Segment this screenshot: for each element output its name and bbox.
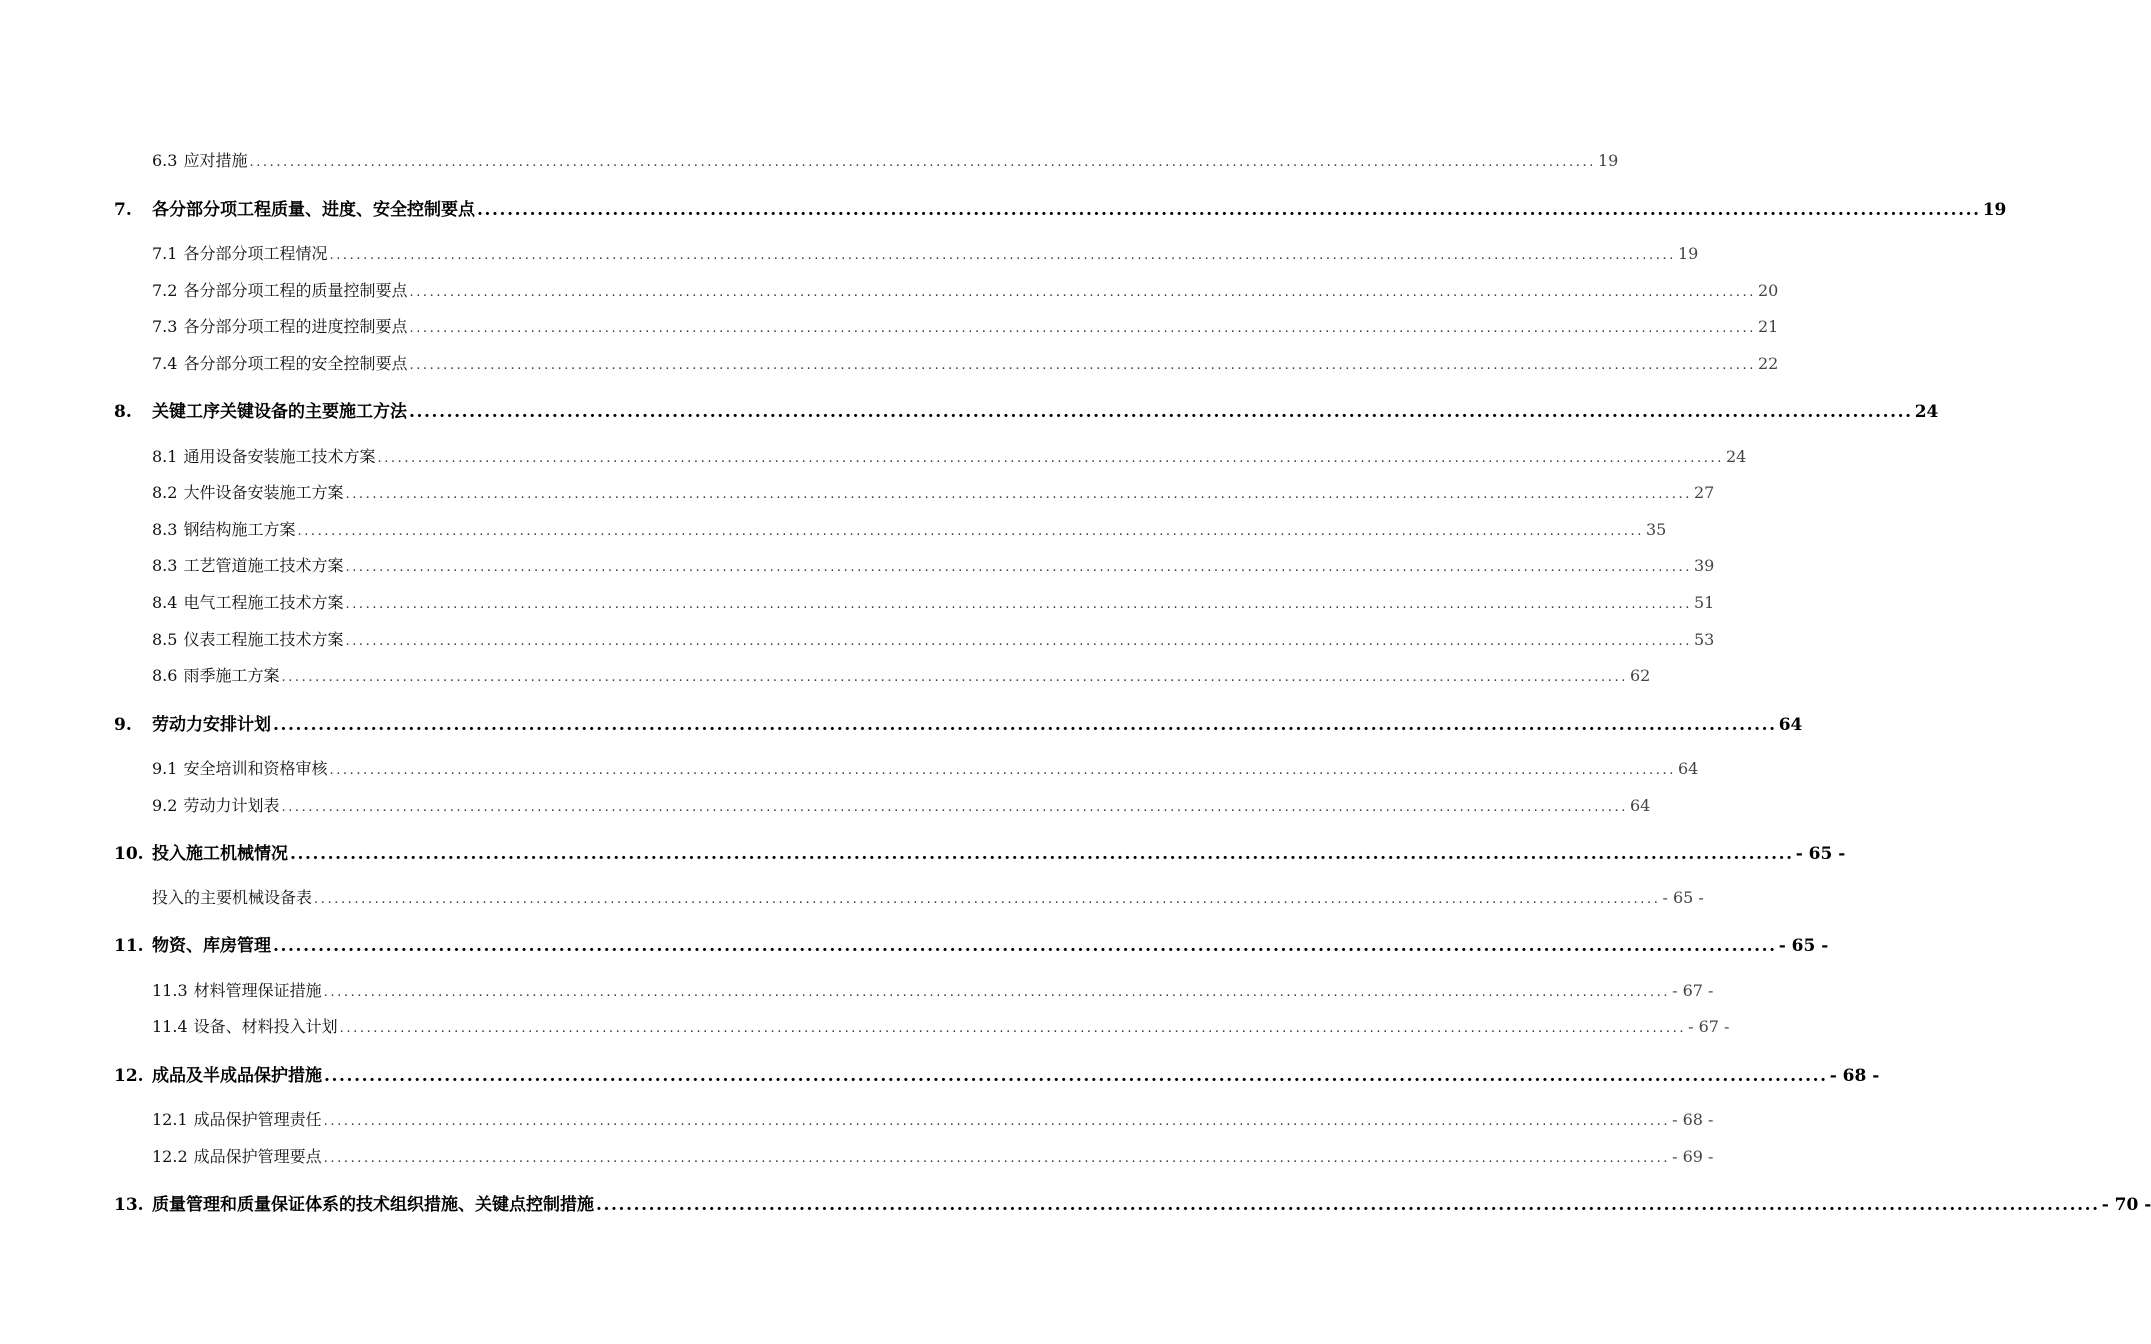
toc-entry-title: 大件设备安装施工方案 xyxy=(183,483,344,502)
toc-entry-title: 投入的主要机械设备表 xyxy=(152,888,313,907)
toc-entry-title: 劳动力计划表 xyxy=(183,796,280,815)
toc-section-entry[interactable] xyxy=(152,885,1704,911)
toc-page-number: 64 xyxy=(1778,715,1803,735)
toc-page-number: 51 xyxy=(1693,593,1715,612)
toc-entry-number: 9.1 xyxy=(152,759,178,778)
toc-page-number: 27 xyxy=(1693,483,1715,502)
toc-entry-title: 成品及半成品保护措施 xyxy=(152,1066,322,1086)
toc-entry-number: 13. xyxy=(114,1195,144,1215)
toc-page-number: - 67 - xyxy=(1688,1017,1730,1036)
toc-section-entry[interactable] xyxy=(152,1107,1714,1133)
toc-entry-number: 8.3 xyxy=(152,556,178,575)
toc-entry-title: 钢结构施工方案 xyxy=(183,520,296,539)
toc-entry-number: 7.4 xyxy=(152,354,178,373)
toc-dot-leader: ........................................................................................................................................................................................................ xyxy=(290,844,1794,864)
toc-entry-number: 12. xyxy=(114,1066,144,1086)
toc-entry-number: 7.2 xyxy=(152,281,178,300)
toc-page-number: - 70 - xyxy=(2101,1195,2151,1215)
toc-section-entry[interactable] xyxy=(152,793,1651,819)
toc-entry-title: 成品保护管理责任 xyxy=(193,1110,322,1129)
toc-chapter-entry[interactable] xyxy=(114,1190,2151,1218)
toc-section-entry[interactable] xyxy=(152,590,1715,616)
toc-page-number: - 67 - xyxy=(1672,981,1714,1000)
toc-entry-title: 工艺管道施工技术方案 xyxy=(183,556,344,575)
toc-entry-number: 10. xyxy=(114,844,144,864)
toc-entry-title: 关键工序关键设备的主要施工方法 xyxy=(152,402,407,422)
toc-entry-title: 安全培训和资格审核 xyxy=(183,759,328,778)
toc-dot-leader: ........................................................................................................................................................................................................ xyxy=(477,200,1981,220)
toc-page-number: 64 xyxy=(1629,796,1651,815)
toc-page-number: 21 xyxy=(1757,317,1779,336)
toc-section-entry[interactable] xyxy=(152,480,1715,506)
toc-entry-number: 7.1 xyxy=(152,244,178,263)
toc-page-number: - 69 - xyxy=(1672,1147,1714,1166)
toc-entry-title: 各分部分项工程的安全控制要点 xyxy=(183,354,408,373)
toc-page-number: 62 xyxy=(1629,666,1651,685)
toc-entry-title: 各分部分项工程质量、进度、安全控制要点 xyxy=(152,200,475,220)
toc-dot-leader: ........................................................................................................................................................................................................ xyxy=(377,451,1724,466)
toc-page-number: 19 xyxy=(1982,200,2007,220)
toc-page-number: 22 xyxy=(1757,354,1779,373)
toc-section-entry[interactable] xyxy=(152,756,1699,782)
toc-dot-leader: ........................................................................................................................................................................................................ xyxy=(329,763,1676,778)
toc-entry-title: 劳动力安排计划 xyxy=(152,715,271,735)
toc-entry-title: 雨季施工方案 xyxy=(183,666,280,685)
toc-entry-title: 各分部分项工程情况 xyxy=(183,244,328,263)
toc-entry-number: 7. xyxy=(114,200,132,220)
toc-dot-leader: ........................................................................................................................................................................................................ xyxy=(314,892,1661,907)
toc-entry-number: 12.1 xyxy=(152,1110,188,1129)
toc-section-entry[interactable] xyxy=(152,627,1715,653)
toc-dot-leader: ........................................................................................................................................................................................................ xyxy=(281,800,1628,815)
toc-entry-number: 11.3 xyxy=(152,981,188,1000)
toc-dot-leader: ........................................................................................................................................................................................................ xyxy=(273,715,1777,735)
toc-page-number: 64 xyxy=(1677,759,1699,778)
toc-dot-leader: ........................................................................................................................................................................................................ xyxy=(339,1021,1687,1036)
toc-entry-number: 8.6 xyxy=(152,666,178,685)
toc-page-number: 35 xyxy=(1645,520,1667,539)
toc-chapter-entry[interactable] xyxy=(114,1061,1880,1089)
toc-dot-leader: ........................................................................................................................................................................................................ xyxy=(345,597,1692,612)
toc-entry-number: 8.2 xyxy=(152,483,178,502)
toc-page-number: 24 xyxy=(1725,447,1747,466)
toc-dot-leader: ........................................................................................................................................................................................................ xyxy=(281,670,1628,685)
toc-entry-number: 8.4 xyxy=(152,593,178,612)
toc-entry-number: 7.3 xyxy=(152,317,178,336)
toc-section-entry[interactable] xyxy=(152,1014,1730,1040)
toc-entry-title: 应对措施 xyxy=(183,151,248,170)
toc-dot-leader: ........................................................................................................................................................................................................ xyxy=(323,1114,1671,1129)
toc-section-entry[interactable] xyxy=(152,517,1667,543)
toc-page-number: - 68 - xyxy=(1829,1066,1880,1086)
toc-dot-leader: ........................................................................................................................................................................................................ xyxy=(345,634,1692,649)
toc-section-entry[interactable] xyxy=(152,663,1651,689)
toc-dot-leader: ........................................................................................................................................................................................................ xyxy=(409,358,1756,373)
toc-entry-number: 12.2 xyxy=(152,1147,188,1166)
toc-entry-number: 6.3 xyxy=(152,151,178,170)
toc-page-number: 20 xyxy=(1757,281,1779,300)
toc-section-entry[interactable] xyxy=(152,148,1619,174)
toc-section-entry[interactable] xyxy=(152,444,1747,470)
toc-entry-title: 质量管理和质量保证体系的技术组织措施、关键点控制措施 xyxy=(152,1195,594,1215)
toc-dot-leader: ........................................................................................................................................................................................................ xyxy=(409,285,1756,300)
toc-entry-number: 8. xyxy=(114,402,132,422)
toc-entry-title: 仪表工程施工技术方案 xyxy=(183,630,344,649)
toc-entry-number: 8.3 xyxy=(152,520,178,539)
toc-entry-title: 成品保护管理要点 xyxy=(193,1147,322,1166)
toc-entry-title: 物资、库房管理 xyxy=(152,936,271,956)
toc-dot-leader: ........................................................................................................................................................................................................ xyxy=(297,524,1644,539)
toc-entry-title: 各分部分项工程的进度控制要点 xyxy=(183,317,408,336)
toc-dot-leader: ........................................................................................................................................................................................................ xyxy=(345,487,1692,502)
toc-section-entry[interactable] xyxy=(152,278,1779,304)
toc-section-entry[interactable] xyxy=(152,351,1779,377)
toc-page-number: 53 xyxy=(1693,630,1715,649)
toc-dot-leader: ........................................................................................................................................................................................................ xyxy=(323,985,1671,1000)
toc-entry-title: 通用设备安装施工技术方案 xyxy=(183,447,376,466)
toc-page-number: - 68 - xyxy=(1672,1110,1714,1129)
toc-page-number: 19 xyxy=(1597,151,1619,170)
toc-page-number: 19 xyxy=(1677,244,1699,263)
toc-dot-leader: ........................................................................................................................................................................................................ xyxy=(345,560,1692,575)
toc-page-number: - 65 - xyxy=(1662,888,1704,907)
toc-section-entry[interactable] xyxy=(152,1144,1714,1170)
toc-entry-number: 9. xyxy=(114,715,132,735)
toc-dot-leader: ........................................................................................................................................................................................................ xyxy=(596,1195,2100,1215)
toc-dot-leader: ........................................................................................................................................................................................................ xyxy=(409,321,1756,336)
toc-section-entry[interactable] xyxy=(152,241,1699,267)
toc-page-number: - 65 - xyxy=(1778,936,1829,956)
toc-page-number: 24 xyxy=(1914,402,1939,422)
toc-dot-leader: ........................................................................................................................................................................................................ xyxy=(323,1151,1671,1166)
toc-chapter-entry[interactable] xyxy=(114,397,1939,425)
toc-chapter-entry[interactable] xyxy=(114,931,1829,959)
toc-entry-title: 投入施工机械情况 xyxy=(152,844,288,864)
toc-entry-number: 8.1 xyxy=(152,447,178,466)
toc-section-entry[interactable] xyxy=(152,314,1779,340)
toc-chapter-entry[interactable] xyxy=(114,710,1803,738)
toc-entry-title: 电气工程施工技术方案 xyxy=(183,593,344,612)
toc-dot-leader: ........................................................................................................................................................................................................ xyxy=(329,248,1676,263)
toc-dot-leader: ........................................................................................................................................................................................................ xyxy=(409,402,1913,422)
toc-entry-title: 设备、材料投入计划 xyxy=(193,1017,338,1036)
toc-dot-leader: ........................................................................................................................................................................................................ xyxy=(273,936,1777,956)
toc-entry-title: 各分部分项工程的质量控制要点 xyxy=(183,281,408,300)
toc-chapter-entry[interactable] xyxy=(114,839,1846,867)
toc-section-entry[interactable] xyxy=(152,978,1714,1004)
toc-dot-leader: ........................................................................................................................................................................................................ xyxy=(249,155,1596,170)
toc-entry-number: 11.4 xyxy=(152,1017,188,1036)
toc-dot-leader: ........................................................................................................................................................................................................ xyxy=(324,1066,1828,1086)
toc-page-number: 39 xyxy=(1693,556,1715,575)
toc-page-number: - 65 - xyxy=(1795,844,1846,864)
toc-entry-number: 8.5 xyxy=(152,630,178,649)
toc-entry-number: 11. xyxy=(114,936,144,956)
toc-entry-number: 9.2 xyxy=(152,796,178,815)
toc-chapter-entry[interactable] xyxy=(114,195,2007,223)
toc-entry-title: 材料管理保证措施 xyxy=(193,981,322,1000)
toc-section-entry[interactable] xyxy=(152,553,1715,579)
